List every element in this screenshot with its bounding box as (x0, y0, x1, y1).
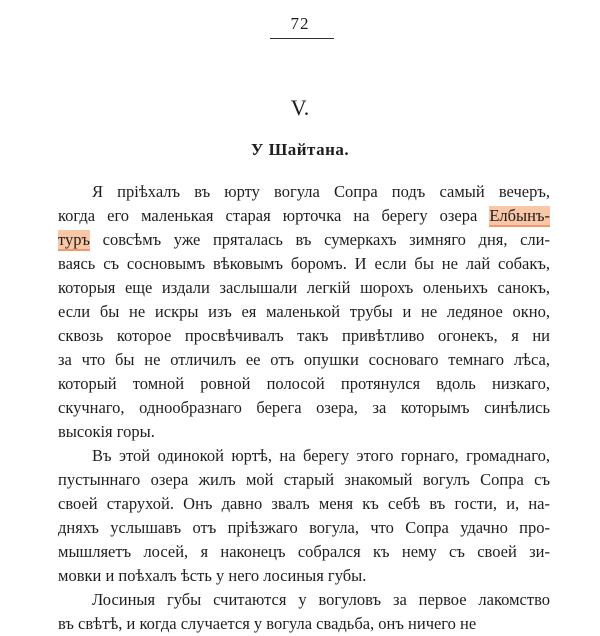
text-run: за что бы не отличилъ ее отъ опушки сосноваго темнаго лѣса, (58, 350, 550, 369)
highlighted-word: туръ (58, 230, 91, 249)
text-line (58, 372, 550, 396)
text-line (58, 396, 550, 420)
text-run: которыя еще издали заслышали легкій шорохъ оленьихъ санокъ, (58, 278, 550, 297)
text-line (58, 300, 550, 324)
text-run: ваясь съ сосновымъ вѣковымъ боромъ. И если бы не лай собакъ, (58, 254, 550, 273)
text-run: дняхъ услышавъ отъ пріѣзжаго вогула, что Сопра удачно про- (58, 518, 550, 537)
text-run: пустыннаго озера жилъ мой старый знакомый вогулъ Сопра съ (58, 470, 550, 489)
text-line (58, 276, 550, 300)
page-number-rule (270, 38, 334, 39)
text-line (58, 204, 550, 228)
text-run: скучнаго, однообразнаго берега озера, за которымъ синѣлись (58, 398, 550, 417)
text-line (58, 420, 550, 444)
text-line (58, 252, 550, 276)
text-line (58, 564, 550, 588)
text-line (58, 324, 550, 348)
text-line (58, 612, 550, 636)
text-run: когда его маленькая старая юрточка на берегу озера (58, 206, 490, 225)
highlighted-word: Елбынъ- (489, 206, 550, 225)
text-run: Лосиныя губы считаются у вогуловъ за первое лакомство (92, 590, 550, 609)
chapter-title: У Шайтана. (250, 140, 350, 159)
paragraph (58, 180, 550, 444)
text-run: мышляетъ лосей, я наконецъ собрался къ нему съ своей зи- (58, 542, 550, 561)
text-run: Въ этой одинокой юртѣ, на берегу этого горнаго, громаднаго, (92, 446, 550, 465)
text-line (58, 588, 550, 612)
text-line (58, 228, 550, 252)
paragraph (58, 444, 550, 588)
text-line (58, 540, 550, 564)
text-run: высокія горы. (58, 422, 155, 441)
text-line (58, 348, 550, 372)
text-line (58, 444, 550, 468)
text-line (58, 492, 550, 516)
text-line (58, 516, 550, 540)
text-run: если бы не искры изъ ея маленькой трубы и не ледяное окно, (58, 302, 550, 321)
chapter-number: V. (290, 95, 310, 120)
text-run: мовки и поѣхалъ ѣсть у него лосиныя губы. (58, 566, 367, 585)
page-number: 72 (290, 14, 310, 33)
text-run: своей старухой. Онъ давно звалъ меня къ себѣ въ гости, и, на- (58, 494, 550, 513)
text-run: Я пріѣхалъ въ юрту вогула Сопра подъ самый вечеръ, (92, 182, 550, 201)
paragraph (58, 588, 550, 636)
text-run: въ свѣтѣ, и когда случается у вогула свадьба, онъ ничего не (58, 614, 477, 633)
body-text (58, 180, 550, 636)
text-run: совсѣмъ уже пряталась въ сумеркахъ зимняго дня, сли- (90, 230, 550, 249)
text-run: сквозь которое просвѣчивалъ такъ привѣтливо огонекъ, я ни (58, 326, 550, 345)
text-line (58, 468, 550, 492)
text-line (58, 180, 550, 204)
text-run: который томной ровной полосой протянулся вдоль низкаго, (58, 374, 550, 393)
